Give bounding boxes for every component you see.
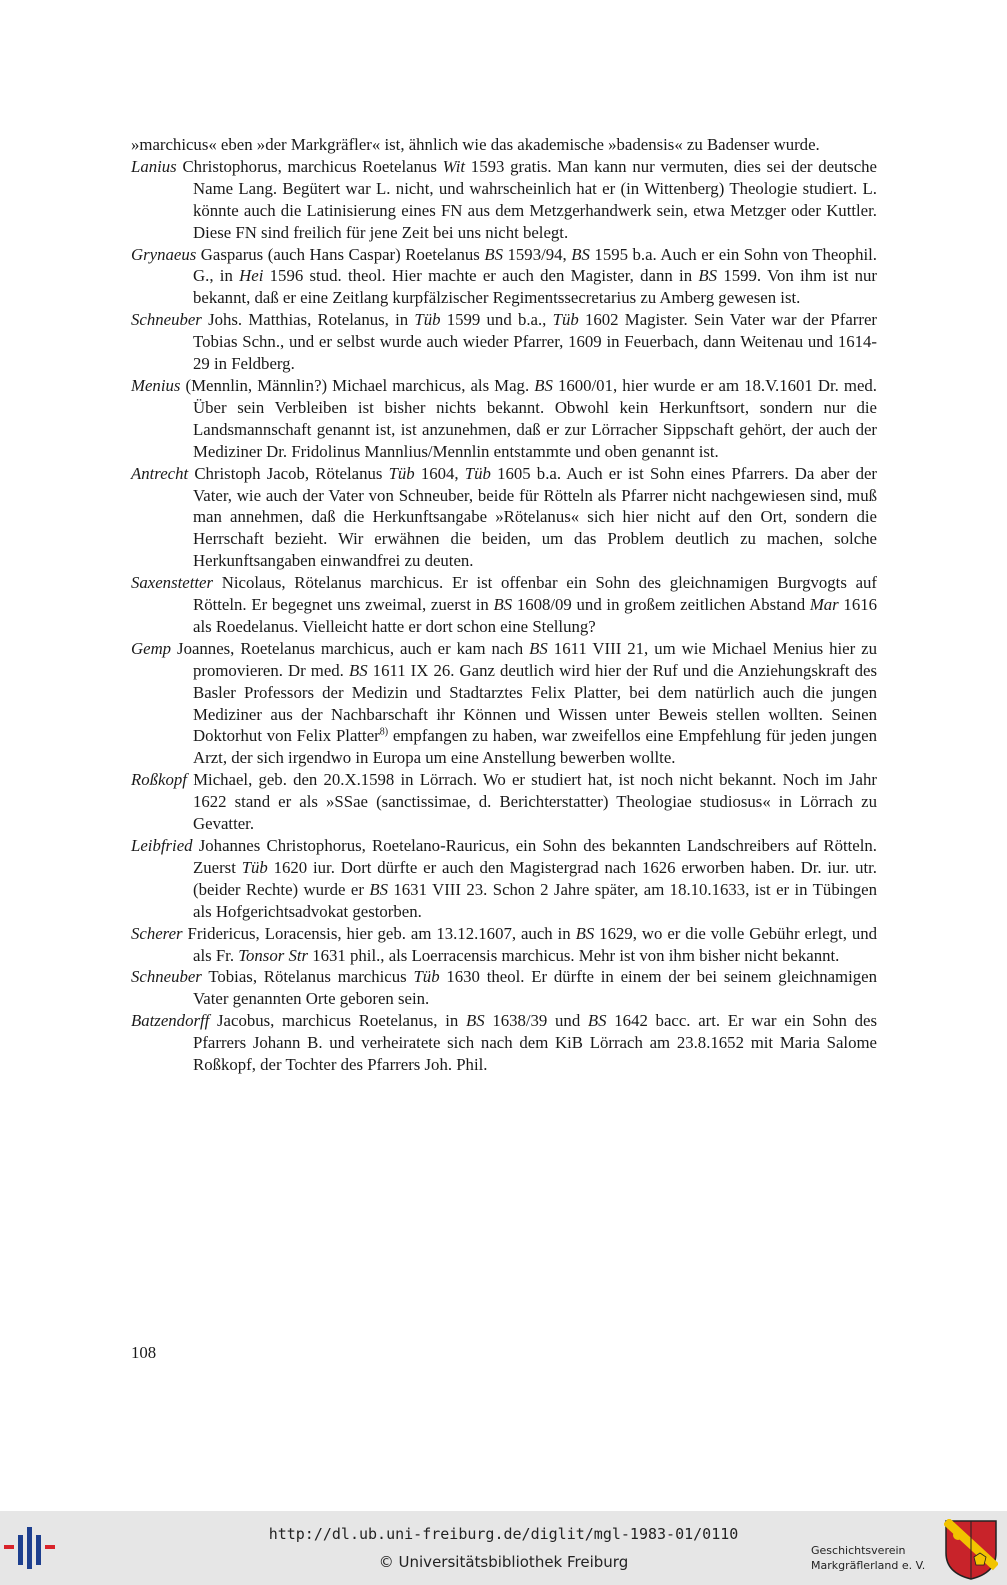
entry-surname: Schneuber: [131, 967, 202, 987]
entry-text: 1638/39 und: [484, 1011, 588, 1031]
entry-text: Johannes Christophorus, Roetelano-Rauricus, ein Sohn des bekannten Landschreibers auf Rötteln. Zuerst: [192, 836, 877, 877]
entry-source-abbrev: BS: [369, 879, 388, 899]
entry-text: Nicolaus, Rötelanus marchicus. Er ist offenbar ein Sohn des gleichnamigen Burgvogts auf Rötteln. Er begegnet uns zweimal, zuerst in: [193, 573, 877, 615]
entry-source-abbrev: Hei: [239, 266, 264, 286]
entry-text: 1631 phil., als Loerracensis marchicus. Mehr ist von ihm bisher nicht bekannt.: [308, 945, 840, 965]
intro-paragraph: »marchicus« eben »der Markgräfler« ist, ähnlich wie das akademische »badensis« zu Badenser wurde.: [131, 135, 820, 154]
entry-paragraph: [131, 923, 877, 967]
entry-text: 1605 b.a. Auch er ist Sohn eines Pfarrers. Da aber der Vater, wie auch der Vater von Schneuber, beide für Rötteln als Pfarrer nicht nachgewiesen sind, muß man annehmen, daß die Herkunftsangabe »Rötelanus« sich hier nicht auf den Ort, sondern die Herrschaft bezieht. Wir erwähnen die beiden, um das Problem deutlich zu machen, solche Herkunftsangaben einwandfrei zu deuten.: [193, 463, 877, 571]
entry-surname: Saxenstetter: [131, 573, 214, 593]
entry-text: 1642 bacc. art. Er war ein Sohn des Pfarrers Johann B. und verheiratete sich nach dem KiB Lörrach am 23.8.1652 mit Maria Salome Roßkopf, der Tochter des Pfarrers Joh. Phil.: [193, 1011, 877, 1075]
entry-surname: Gemp: [131, 638, 172, 658]
entry-text: (Mennlin, Männlin?) Michael marchicus, als Mag.: [180, 375, 535, 395]
entry-source-abbrev: Mar: [809, 595, 839, 615]
entry-text: Joannes, Roetelanus marchicus, auch er kam nach: [171, 638, 530, 658]
entry-paragraph: [131, 244, 877, 310]
entry-text: 1616 als Roedelanus. Vielleicht hatte er dort schon eine Stellung?: [193, 595, 877, 636]
entry-surname: Antrecht: [131, 463, 189, 483]
entry-source-abbrev: BS: [571, 244, 590, 264]
society-line-2: Markgräflerland e. V.: [811, 1559, 926, 1572]
entry-paragraph: [131, 375, 877, 463]
entry-text: 1611 IX 26. Ganz deutlich wird hier der Ruf und die Anziehungskraft des Basler Professors der Medizin und Stadtarztes Felix Platter, bei dem natürlich auch die jungen Mediziner aus der Nachbarschaft ihr Können und Wissen unter Beweis stellen wollten. Seinen Doktorhut von Felix Platter: [193, 660, 878, 746]
entry-text: 1604,: [414, 463, 465, 483]
entry-surname: Grynaeus: [131, 244, 197, 264]
entry-text: Tobias, Rötelanus marchicus: [201, 967, 414, 987]
entry-text: Christoph Jacob, Rötelanus: [188, 463, 389, 483]
entry-source-abbrev: Tüb: [414, 310, 441, 330]
entry-source-abbrev: Wit: [442, 156, 466, 176]
entry-text: empfangen zu haben, war zweifellos eine Empfehlung für jeden jungen Arzt, der sich irgendwo in Europa um eine Anstellung bewerben wollte.: [193, 726, 877, 768]
entry-text: 1600/01, hier wurde er am 18.V.1601 Dr. med. Über sein Verbleiben ist bisher nichts bekannt. Obwohl kein Herkunftsort, sondern nur die Landsmannschaft genannt ist, ist anzunehmen, daß er zur Lörracher Sippschaft gehört, der auch der Mediziner Dr. Fridolinus Mannlius/Mennlin entstammte und oben genannt ist.: [193, 375, 877, 461]
entry-text: 1599 und b.a.,: [440, 310, 553, 330]
entry-text: 1629, wo er die volle Gebühr erlegt, und als Fr.: [193, 923, 877, 965]
entry-surname: Lanius: [131, 156, 177, 176]
entry-surname: Menius: [131, 375, 181, 395]
entry-source-abbrev: Tüb: [552, 310, 579, 330]
entry-paragraph: [131, 572, 877, 638]
entry-source-abbrev: Tüb: [241, 857, 268, 877]
entry-text: Gasparus (auch Hans Caspar) Roetelanus: [196, 244, 485, 264]
entry-source-abbrev: Tüb: [464, 463, 491, 483]
entry-source-abbrev: BS: [465, 1011, 485, 1031]
footer-bar: [0, 1511, 1007, 1585]
entry-surname: Leibfried: [131, 836, 193, 855]
coat-of-arms-icon: [944, 1519, 998, 1581]
entry-paragraph: [131, 309, 877, 375]
entry-paragraph: [131, 156, 877, 244]
entry-text: 1602 Magister. Sein Vater war der Pfarrer Tobias Schn., und er selbst wurde auch wieder Pfarrer, 1609 in Feuerbach, dann Weitenau und 1614-29 in Feldberg.: [193, 310, 878, 374]
entry-source-abbrev: BS: [534, 375, 553, 395]
footer-url-link[interactable]: http://dl.ub.uni-freiburg.de/diglit/mgl-1983-01/0110: [268, 1525, 739, 1543]
entry-text: 1608/09 und in großem zeitlichen Abstand: [512, 595, 810, 615]
entry-paragraph: [131, 1010, 877, 1076]
document-body: [131, 134, 877, 1076]
entry-source-abbrev: BS: [575, 923, 595, 943]
entry-paragraph: [131, 835, 877, 923]
entry-text: 1595 b.a. Auch er ein Sohn von Theophil. G., in: [193, 244, 877, 286]
entry-source-abbrev: BS: [529, 638, 548, 658]
entry-text: Fridericus, Loracensis, hier geb. am 13.12.1607, auch in: [182, 923, 576, 943]
entry-list: [131, 156, 877, 1076]
entry-paragraph: [131, 966, 877, 1010]
entry-text: 1630 theol. Er dürfte in einem der bei seinem gleichnamigen Vater genannten Orte geboren sein.: [193, 967, 877, 1009]
entry-text: 1611 VIII 21, um wie Michael Menius hier zu promovieren. Dr med.: [193, 638, 877, 680]
entry-source-abbrev: BS: [493, 595, 513, 615]
entry-text: 1599. Von ihm ist nur bekannt, daß er eine Zeitlang kurpfälzischer Regimentssecretarius zu Amberg gewesen ist.: [193, 266, 878, 308]
footer-copyright: © Universitätsbibliothek Freiburg: [378, 1553, 629, 1571]
page-number: 108: [131, 1343, 157, 1362]
entry-source-abbrev: BS: [698, 266, 718, 286]
entry-text: 1596 stud. theol. Hier machte er auch den Magister, dann in: [263, 266, 699, 286]
footnote-marker: 8): [379, 726, 389, 738]
entry-text: Johs. Matthias, Rotelanus, in: [201, 310, 415, 330]
entry-text: Christophorus, marchicus Roetelanus: [176, 156, 443, 176]
entry-source-abbrev: BS: [348, 660, 368, 680]
entry-text: Michael, geb. den 20.X.1598 in Lörrach. Wo er studiert hat, ist noch nicht bekannt. Noch im Jahr 1622 stand er als »SSae (sanctissimae, d. Berichterstatter) Theologiae studiosus« in Lörrach zu Gevatter.: [186, 770, 877, 834]
entry-source-abbrev: Tüb: [388, 463, 415, 483]
society-name: [811, 1543, 931, 1573]
entry-paragraph: [131, 638, 877, 769]
entry-surname: Roßkopf: [131, 770, 187, 790]
entry-source-abbrev: Tonsor Str: [238, 945, 309, 965]
entry-text: 1620 iur. Dort dürfte er auch den Magistergrad nach 1626 erworben haben. Dr. iur. utr. (beider Rechte) wurde er: [193, 857, 877, 899]
entry-text: 1593 gratis. Man kann nur vermuten, dies sei der deutsche Name Lang. Begütert war L. nicht, und wahrscheinlich hat er (in Wittenberg) Theologie studiert. L. könnte auch die Latinisierung eines FN aus dem Metzgerhandwerk sein, etwa Metzger oder Kuttler. Diese FN sind freilich für jene Zeit bei uns nicht belegt.: [193, 156, 877, 242]
entry-source-abbrev: BS: [484, 244, 503, 264]
entry-text: 1631 VIII 23. Schon 2 Jahre später, am 18.10.1633, ist er in Tübingen als Hofgerichtsadvokat gestorben.: [193, 879, 877, 921]
entry-text: 1593/94,: [503, 244, 572, 264]
entry-surname: Batzendorff: [131, 1011, 210, 1031]
entry-paragraph: [131, 463, 877, 573]
entry-surname: Scherer: [131, 923, 183, 943]
society-line-1: Geschichtsverein: [811, 1544, 906, 1557]
entry-surname: Schneuber: [131, 310, 202, 330]
entry-text: Jacobus, marchicus Roetelanus, in: [209, 1011, 466, 1031]
entry-source-abbrev: Tüb: [413, 967, 440, 987]
entry-source-abbrev: BS: [587, 1011, 607, 1031]
entry-paragraph: [131, 769, 877, 835]
